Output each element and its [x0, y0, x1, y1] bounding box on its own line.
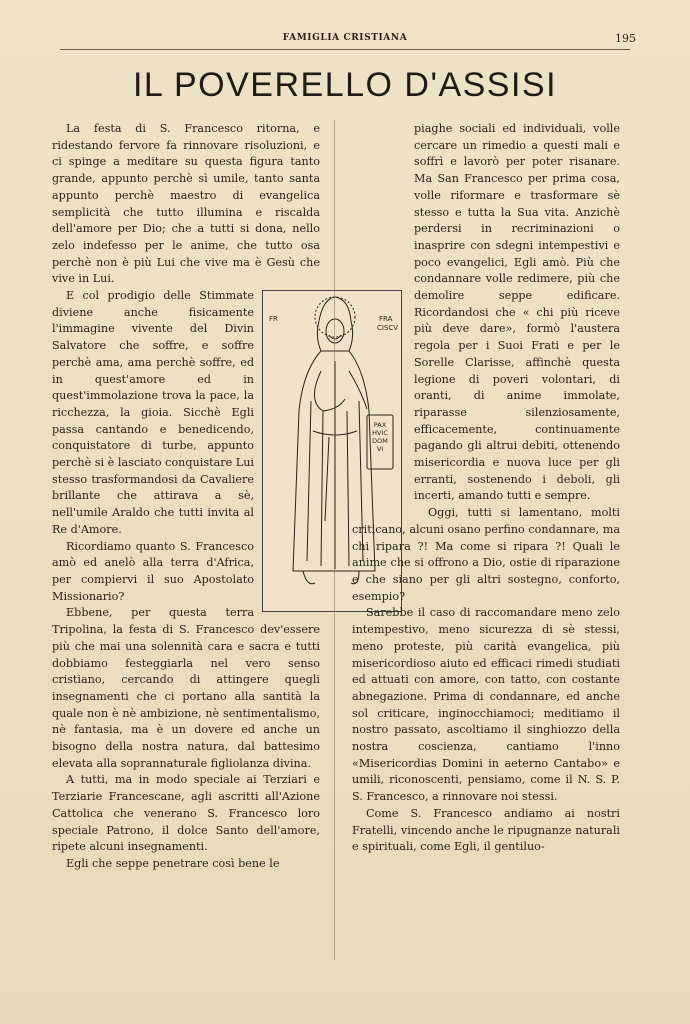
paragraph: piaghe sociali ed individuali, volle cercare un rimedio a questi mali e soffrì e lavorò per poter risanare. Ma San Francesco per prima cosa, volle riformare e trasformare sè stesso e tutta la Sua vita. Anzichè perdersi in recriminazioni o inasprire con sdegni intempestivi e poco evangelici, Egli amò. Più che condannare volle redimere, più che demolire seppe edificare. Ricordandosi che « chi più riceve più deve dare», formò l'austera regola per i Suoi Frati e per le Sorelle Clarisse, affinchè questa legione di poveri volontari, di oranti, di anime immolate, riparasse silenziosamente, efficacemente, continuamente pagando gli altrui debiti, ottenendo misericordia e nuova luce per gli erranti, sostenendo i deboli, gli incerti, amando tutti e sempre. [414, 122, 620, 503]
scroll-line: DOM [372, 437, 388, 446]
running-head [60, 32, 636, 50]
paragraph: Egli che seppe penetrare così bene le [66, 856, 280, 870]
scroll-line: PAX [373, 421, 387, 430]
left-column [52, 121, 399, 873]
paragraph: Come S. Francesco andiamo ai nostri Fratelli, vincendo anche le ripugnanze naturali e spirituali, come Egli, il gentiluo- [352, 806, 620, 854]
paragraph: La festa di S. Francesco ritorna, e ridestando fervore fa rinnovare risoluzioni, e ci spinge a meditare su questa figura tanto grande, appunto perchè sì umile, tanto santa appunto perchè maestro di evangelica semplicità che tutto illumina e riscalda dell'amore per Dio; che a tutti si dona, nello zelo indefesso per le anime, che tutto osa perchè non è più Lui che vive ma è Gesù che vive in Lui. [52, 122, 320, 286]
column-divider [334, 120, 335, 960]
right-column [352, 121, 620, 856]
journal-name: FAMIGLIA CRISTIANA [282, 33, 408, 43]
paragraph: A tutti, ma in modo speciale ai Terziari e Terziarie Francescane, agli ascritti all'Azione Cattolica che venerano S. Francesco loro speciale Patrono, il dolce Santo dell'amore, ripete alcuni insegnamenti. [52, 773, 320, 854]
page-number: 195 [615, 32, 636, 45]
figure-label-right-2: CISCV [377, 324, 399, 333]
scroll-line: VI [376, 445, 384, 454]
paragraph: Ebbene, per questa terra Tripolina, la festa di S. Francesco dev'essere più che mai una solennità cara e sacra e tutti dobbiamo festeggiarla nel vero senso cristiano, cercando di attingere quegli insegnamenti che ci portano alla santità la quale non è nè ambizione, nè sentimentalismo, nè fantasia, ma è un dovere ed anche un bisogno della nostra natura, dal battesimo elevata alla soprannaturale figliolanza divina. [52, 606, 320, 770]
paragraph: Sarebbe il caso di raccomandare meno zelo intempestivo, meno sicurezza di sè stessi, meno proteste, più carità evangelica, più misericordioso aiuto ed efficaci rimedi studiati ed attuati con amore, con tatto, con costante abnegazione. Prima di condannare, ed anche sol criticare, inginocchiamoci; meditiamo il nostro passato, ascoltiamo il singhiozzo della nostra coscienza, cantiamo l'inno «Misericordias Domini in aeterno Cantabo» e umili, riconoscenti, pensiamo, come il N. S. P. S. Francesco, a rinnovare noi stessi. [352, 606, 620, 804]
paragraph: Oggi, tutti si lamentano, molti criticano, alcuni osano perfino condannare, ma chi ripara ?! Ma come si ripara ?! Quali le anime che si offrono a Dio, ostie di riparazione e che siano per gli altri sostegno, conforto, esempio? [352, 506, 620, 603]
paragraph: Ricordiamo quanto S. Francesco amò ed anelò alla terra d'Africa, per compiervi il suo Apostolato Missionario? [52, 539, 254, 603]
figure-wrap-space [352, 287, 414, 513]
article-title: IL POVERELLO D'ASSISI [132, 66, 558, 104]
figure-label-left: FR [269, 315, 278, 324]
figure-label-right: FRA [379, 315, 393, 324]
paragraph: E col prodigio delle Stimmate diviene anche fisicamente l'immagine vivente del Divin Salvatore che soffre, e soffre perchè ama, ama perchè soffre, ed in quest'amore ed in quest'immolazione trova la pace, la ricchezza, la gioia. Sicchè Egli passa cantando e benedicendo, conquistatore di turbe, appunto perchè si è lasciato conquistare Lui stesso trasformandosi da Cavaliere brillante che attirava a sè, nell'umile Araldo che tutti invita al Re d'Amore. [52, 289, 254, 536]
scroll-line: HVIC [372, 429, 388, 438]
